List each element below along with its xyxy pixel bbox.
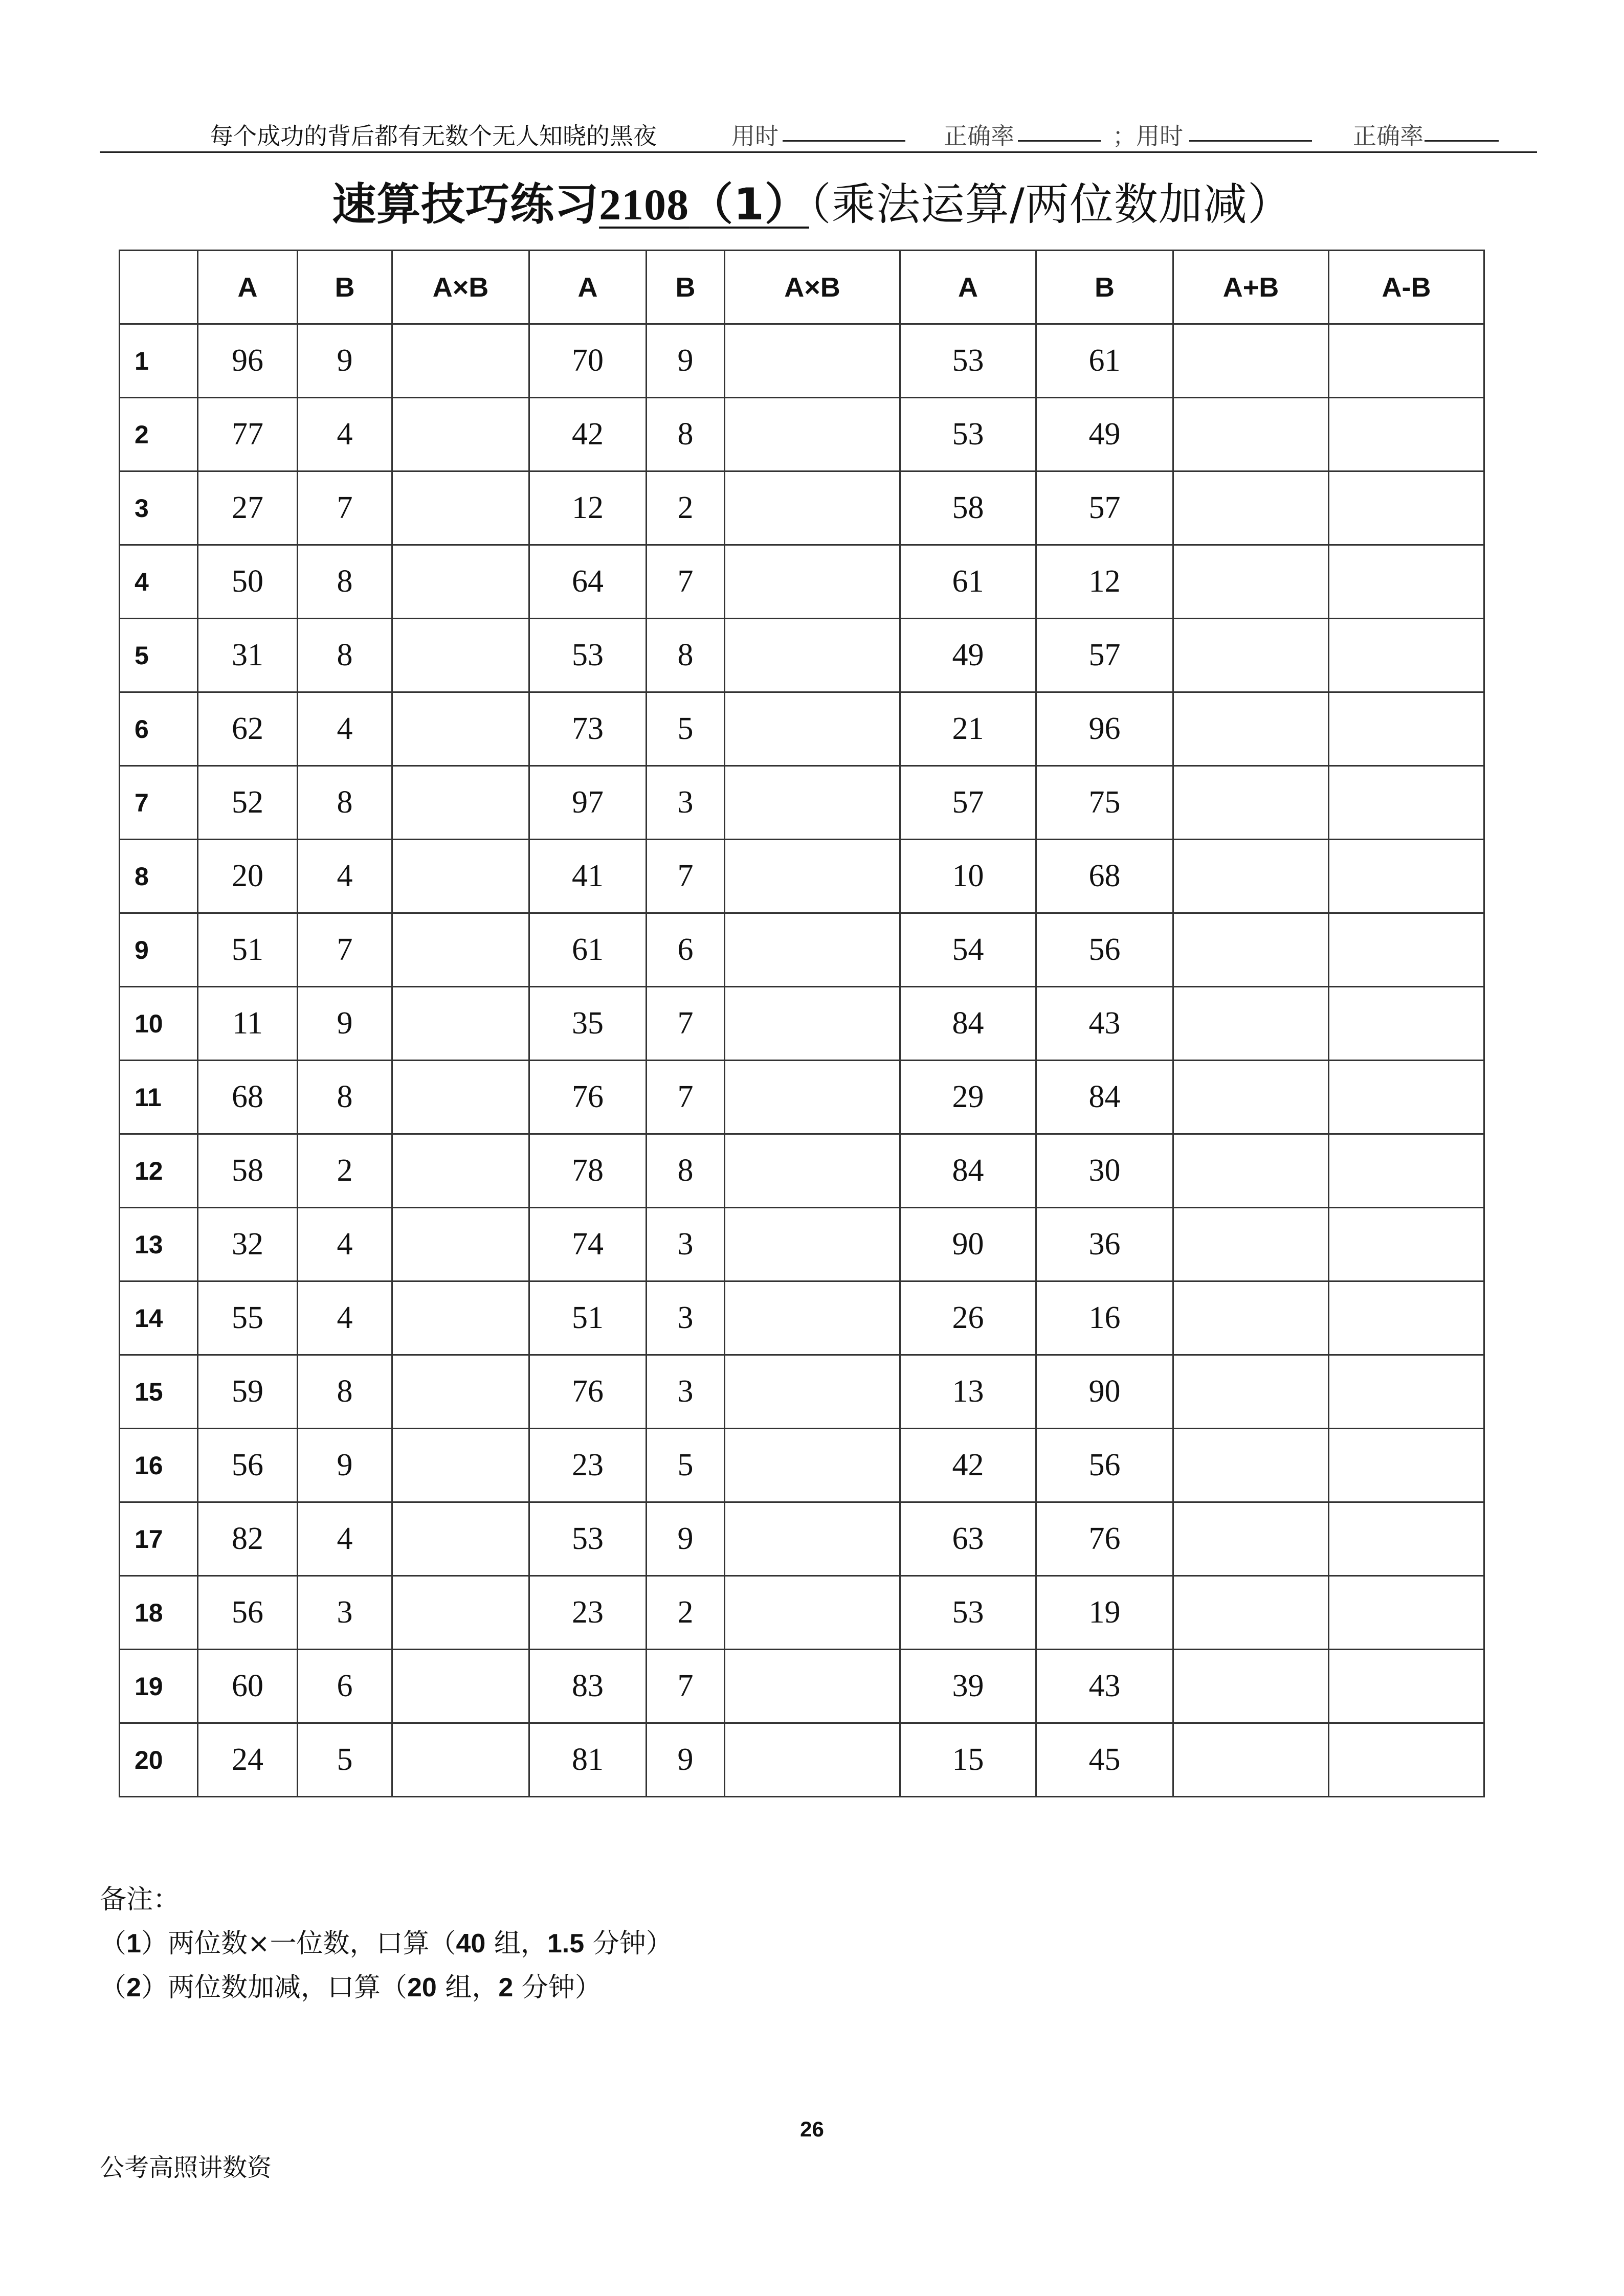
cell-b-3: 90 bbox=[1036, 1355, 1173, 1429]
row-number: 1 bbox=[120, 324, 198, 398]
row-number: 18 bbox=[120, 1576, 198, 1650]
answer-difference[interactable] bbox=[1329, 324, 1484, 398]
answer-product-2[interactable] bbox=[725, 324, 900, 398]
cell-a-1: 55 bbox=[198, 1281, 298, 1355]
cell-a-1: 77 bbox=[198, 398, 298, 471]
answer-product-1[interactable] bbox=[392, 1723, 529, 1797]
title-code: 2108 bbox=[599, 180, 689, 229]
answer-difference[interactable] bbox=[1329, 1061, 1484, 1134]
cell-b-1: 8 bbox=[298, 1355, 392, 1429]
answer-difference[interactable] bbox=[1329, 1429, 1484, 1502]
cell-b-1: 7 bbox=[298, 913, 392, 987]
cell-a-2: 73 bbox=[529, 692, 647, 766]
page-footer: 公考高照讲数资 bbox=[100, 2153, 272, 2182]
answer-product-2[interactable] bbox=[725, 471, 900, 545]
cell-b-2: 5 bbox=[647, 692, 725, 766]
answer-sum[interactable] bbox=[1173, 1502, 1329, 1576]
cell-a-3: 13 bbox=[900, 1355, 1036, 1429]
cell-b-3: 56 bbox=[1036, 1429, 1173, 1502]
cell-b-1: 4 bbox=[298, 692, 392, 766]
cell-b-3: 84 bbox=[1036, 1061, 1173, 1134]
answer-difference[interactable] bbox=[1329, 987, 1484, 1061]
cell-a-3: 53 bbox=[900, 1576, 1036, 1650]
table-row bbox=[120, 619, 1484, 692]
answer-product-1[interactable] bbox=[392, 471, 529, 545]
row-number: 12 bbox=[120, 1134, 198, 1208]
row-number: 4 bbox=[120, 545, 198, 619]
answer-difference[interactable] bbox=[1329, 766, 1484, 840]
answer-difference[interactable] bbox=[1329, 1723, 1484, 1797]
cell-a-2: 23 bbox=[529, 1576, 647, 1650]
cell-a-1: 52 bbox=[198, 766, 298, 840]
table-body bbox=[120, 324, 1484, 1797]
table-header-row bbox=[120, 251, 1484, 324]
cell-b-2: 7 bbox=[647, 1650, 725, 1723]
cell-a-2: 51 bbox=[529, 1281, 647, 1355]
answer-difference[interactable] bbox=[1329, 398, 1484, 471]
header-b-3: B bbox=[1036, 251, 1173, 324]
row-number: 16 bbox=[120, 1429, 198, 1502]
answer-difference[interactable] bbox=[1329, 1576, 1484, 1650]
cell-a-3: 10 bbox=[900, 840, 1036, 913]
answer-product-1[interactable] bbox=[392, 1650, 529, 1723]
accuracy-label-2: 正确率 bbox=[1353, 122, 1423, 150]
cell-b-1: 8 bbox=[298, 545, 392, 619]
cell-b-3: 75 bbox=[1036, 766, 1173, 840]
table-row bbox=[120, 692, 1484, 766]
cell-a-1: 62 bbox=[198, 692, 298, 766]
table-row bbox=[120, 545, 1484, 619]
answer-product-2[interactable] bbox=[725, 766, 900, 840]
page-title bbox=[0, 169, 1624, 232]
cell-b-1: 5 bbox=[298, 1723, 392, 1797]
answer-product-1[interactable] bbox=[392, 1281, 529, 1355]
cell-b-3: 57 bbox=[1036, 619, 1173, 692]
title-suffix: （乘法运算/两位数加减） bbox=[809, 179, 1292, 230]
answer-product-2[interactable] bbox=[725, 987, 900, 1061]
note-line-1 bbox=[100, 1922, 673, 1966]
cell-a-2: 41 bbox=[529, 840, 647, 913]
cell-a-2: 74 bbox=[529, 1208, 647, 1281]
header-index bbox=[120, 251, 198, 324]
row-number: 7 bbox=[120, 766, 198, 840]
header-product-1: A×B bbox=[392, 251, 529, 324]
answer-difference[interactable] bbox=[1329, 1208, 1484, 1281]
title-prefix: 速算技巧练习 bbox=[332, 179, 599, 230]
cell-a-1: 20 bbox=[198, 840, 298, 913]
row-number: 11 bbox=[120, 1061, 198, 1134]
answer-product-1[interactable] bbox=[392, 324, 529, 398]
cell-b-2: 8 bbox=[647, 398, 725, 471]
answer-product-2[interactable] bbox=[725, 840, 900, 913]
cell-a-2: 76 bbox=[529, 1061, 647, 1134]
table-row bbox=[120, 987, 1484, 1061]
answer-product-2[interactable] bbox=[725, 1281, 900, 1355]
table-row bbox=[120, 1723, 1484, 1797]
cell-b-3: 61 bbox=[1036, 324, 1173, 398]
header-b-2: B bbox=[647, 251, 725, 324]
table-row bbox=[120, 324, 1484, 398]
answer-product-2[interactable] bbox=[725, 1355, 900, 1429]
answer-difference[interactable] bbox=[1329, 1355, 1484, 1429]
answer-sum[interactable] bbox=[1173, 1429, 1329, 1502]
cell-b-2: 8 bbox=[647, 1134, 725, 1208]
answer-difference[interactable] bbox=[1329, 1134, 1484, 1208]
answer-product-1[interactable] bbox=[392, 1502, 529, 1576]
cell-a-1: 68 bbox=[198, 1061, 298, 1134]
cell-a-1: 59 bbox=[198, 1355, 298, 1429]
cell-a-2: 12 bbox=[529, 471, 647, 545]
answer-difference[interactable] bbox=[1329, 913, 1484, 987]
answer-sum[interactable] bbox=[1173, 324, 1329, 398]
cell-a-2: 81 bbox=[529, 1723, 647, 1797]
cell-b-3: 12 bbox=[1036, 545, 1173, 619]
cell-a-1: 96 bbox=[198, 324, 298, 398]
cell-a-3: 15 bbox=[900, 1723, 1036, 1797]
answer-difference[interactable] bbox=[1329, 1650, 1484, 1723]
row-number: 2 bbox=[120, 398, 198, 471]
cell-a-2: 53 bbox=[529, 1502, 647, 1576]
table-row bbox=[120, 471, 1484, 545]
header-difference: A-B bbox=[1329, 251, 1484, 324]
answer-product-2[interactable] bbox=[725, 1429, 900, 1502]
cell-a-3: 39 bbox=[900, 1650, 1036, 1723]
accuracy-field-1[interactable] bbox=[1018, 140, 1101, 142]
table-row bbox=[120, 1355, 1484, 1429]
page-header bbox=[100, 107, 1537, 153]
time-label-2: ；用时 bbox=[1113, 122, 1183, 150]
answer-sum[interactable] bbox=[1173, 1061, 1329, 1134]
table-row bbox=[120, 1061, 1484, 1134]
answer-sum[interactable] bbox=[1173, 545, 1329, 619]
note-count: 40 bbox=[456, 1929, 486, 1959]
row-number: 15 bbox=[120, 1355, 198, 1429]
accuracy-field-2[interactable] bbox=[1425, 140, 1499, 142]
answer-difference[interactable] bbox=[1329, 471, 1484, 545]
answer-product-1[interactable] bbox=[392, 1429, 529, 1502]
answer-product-2[interactable] bbox=[725, 1208, 900, 1281]
answer-product-1[interactable] bbox=[392, 840, 529, 913]
header-product-2: A×B bbox=[725, 251, 900, 324]
cell-a-3: 42 bbox=[900, 1429, 1036, 1502]
cell-a-3: 61 bbox=[900, 545, 1036, 619]
note-line-2 bbox=[100, 1966, 673, 2010]
table-row bbox=[120, 1429, 1484, 1502]
header-a-3: A bbox=[900, 251, 1036, 324]
cell-b-1: 4 bbox=[298, 1208, 392, 1281]
cell-b-3: 19 bbox=[1036, 1576, 1173, 1650]
answer-product-2[interactable] bbox=[725, 913, 900, 987]
cell-b-3: 76 bbox=[1036, 1502, 1173, 1576]
row-number: 19 bbox=[120, 1650, 198, 1723]
answer-sum[interactable] bbox=[1173, 1723, 1329, 1797]
cell-b-3: 45 bbox=[1036, 1723, 1173, 1797]
note-number: 1 bbox=[126, 1929, 141, 1959]
cell-a-2: 70 bbox=[529, 324, 647, 398]
answer-product-1[interactable] bbox=[392, 398, 529, 471]
answer-difference[interactable] bbox=[1329, 1502, 1484, 1576]
cell-a-1: 56 bbox=[198, 1576, 298, 1650]
cell-b-2: 2 bbox=[647, 471, 725, 545]
row-number: 17 bbox=[120, 1502, 198, 1576]
note-time: 2 bbox=[498, 1973, 514, 2002]
row-number: 20 bbox=[120, 1723, 198, 1797]
answer-product-2[interactable] bbox=[725, 1502, 900, 1576]
table-row bbox=[120, 840, 1484, 913]
cell-a-2: 53 bbox=[529, 619, 647, 692]
header-sum: A+B bbox=[1173, 251, 1329, 324]
answer-product-2[interactable] bbox=[725, 692, 900, 766]
cell-a-2: 97 bbox=[529, 766, 647, 840]
note-text: 组， bbox=[485, 1928, 547, 1959]
cell-a-2: 64 bbox=[529, 545, 647, 619]
cell-b-2: 3 bbox=[647, 1208, 725, 1281]
cell-a-3: 90 bbox=[900, 1208, 1036, 1281]
cell-b-2: 3 bbox=[647, 1281, 725, 1355]
note-count: 20 bbox=[407, 1973, 437, 2002]
answer-sum[interactable] bbox=[1173, 913, 1329, 987]
time-label-1: 用时 bbox=[731, 122, 778, 150]
cell-a-3: 53 bbox=[900, 324, 1036, 398]
cell-a-1: 82 bbox=[198, 1502, 298, 1576]
cell-a-3: 26 bbox=[900, 1281, 1036, 1355]
row-number: 6 bbox=[120, 692, 198, 766]
cell-b-3: 49 bbox=[1036, 398, 1173, 471]
cell-a-1: 58 bbox=[198, 1134, 298, 1208]
answer-sum[interactable] bbox=[1173, 766, 1329, 840]
table-row bbox=[120, 1576, 1484, 1650]
note-text: （ bbox=[100, 1928, 127, 1959]
header-a-2: A bbox=[529, 251, 647, 324]
row-number: 5 bbox=[120, 619, 198, 692]
row-number: 10 bbox=[120, 987, 198, 1061]
note-text: 分钟） bbox=[513, 1972, 602, 2003]
header-b-1: B bbox=[298, 251, 392, 324]
answer-difference[interactable] bbox=[1329, 692, 1484, 766]
note-number: 2 bbox=[126, 1973, 141, 2002]
cell-b-1: 3 bbox=[298, 1576, 392, 1650]
cell-b-2: 7 bbox=[647, 1061, 725, 1134]
cell-a-1: 50 bbox=[198, 545, 298, 619]
page-number: 26 bbox=[800, 2117, 824, 2141]
table-row bbox=[120, 1134, 1484, 1208]
cell-b-3: 43 bbox=[1036, 987, 1173, 1061]
cell-a-3: 21 bbox=[900, 692, 1036, 766]
answer-sum[interactable] bbox=[1173, 619, 1329, 692]
accuracy-label-1: 正确率 bbox=[944, 122, 1014, 150]
cell-a-1: 56 bbox=[198, 1429, 298, 1502]
answer-difference[interactable] bbox=[1329, 545, 1484, 619]
answer-product-2[interactable] bbox=[725, 619, 900, 692]
cell-a-2: 23 bbox=[529, 1429, 647, 1502]
row-number: 3 bbox=[120, 471, 198, 545]
practice-table bbox=[119, 250, 1485, 1797]
cell-b-1: 9 bbox=[298, 1429, 392, 1502]
cell-b-3: 16 bbox=[1036, 1281, 1173, 1355]
cell-a-3: 29 bbox=[900, 1061, 1036, 1134]
answer-sum[interactable] bbox=[1173, 1576, 1329, 1650]
cell-b-1: 2 bbox=[298, 1134, 392, 1208]
answer-sum[interactable] bbox=[1173, 987, 1329, 1061]
cell-b-2: 7 bbox=[647, 545, 725, 619]
cell-a-3: 84 bbox=[900, 1134, 1036, 1208]
cell-b-1: 4 bbox=[298, 398, 392, 471]
cell-b-2: 6 bbox=[647, 913, 725, 987]
cell-b-1: 4 bbox=[298, 1502, 392, 1576]
answer-product-1[interactable] bbox=[392, 1061, 529, 1134]
cell-b-1: 7 bbox=[298, 471, 392, 545]
answer-product-1[interactable] bbox=[392, 619, 529, 692]
row-number: 13 bbox=[120, 1208, 198, 1281]
cell-a-3: 57 bbox=[900, 766, 1036, 840]
answer-product-2[interactable] bbox=[725, 1061, 900, 1134]
table-row bbox=[120, 766, 1484, 840]
cell-b-1: 8 bbox=[298, 619, 392, 692]
cell-a-2: 83 bbox=[529, 1650, 647, 1723]
row-number: 8 bbox=[120, 840, 198, 913]
note-text: （ bbox=[100, 1972, 127, 2003]
answer-product-1[interactable] bbox=[392, 692, 529, 766]
table-row bbox=[120, 1281, 1484, 1355]
header-motto: 每个成功的背后都有无数个无人知晓的黑夜 bbox=[210, 122, 657, 150]
note-text: ）两位数加减，口算（ bbox=[141, 1972, 407, 2003]
notes-heading: 备注： bbox=[100, 1884, 180, 1915]
cell-a-3: 58 bbox=[900, 471, 1036, 545]
cell-a-1: 60 bbox=[198, 1650, 298, 1723]
answer-difference[interactable] bbox=[1329, 1281, 1484, 1355]
answer-product-2[interactable] bbox=[725, 1576, 900, 1650]
cell-b-2: 9 bbox=[647, 1502, 725, 1576]
cell-b-3: 30 bbox=[1036, 1134, 1173, 1208]
note-text: 分钟） bbox=[584, 1928, 673, 1959]
answer-sum[interactable] bbox=[1173, 1650, 1329, 1723]
cell-b-3: 56 bbox=[1036, 913, 1173, 987]
time-field-1[interactable] bbox=[783, 140, 905, 142]
row-number: 9 bbox=[120, 913, 198, 987]
cell-a-1: 27 bbox=[198, 471, 298, 545]
cell-b-2: 3 bbox=[647, 766, 725, 840]
header-a-1: A bbox=[198, 251, 298, 324]
answer-difference[interactable] bbox=[1329, 840, 1484, 913]
cell-b-2: 2 bbox=[647, 1576, 725, 1650]
cell-a-3: 49 bbox=[900, 619, 1036, 692]
cell-b-2: 7 bbox=[647, 840, 725, 913]
answer-product-1[interactable] bbox=[392, 766, 529, 840]
answer-difference[interactable] bbox=[1329, 619, 1484, 692]
note-text: 组， bbox=[436, 1972, 499, 2003]
cell-b-1: 4 bbox=[298, 840, 392, 913]
cell-b-3: 68 bbox=[1036, 840, 1173, 913]
answer-product-2[interactable] bbox=[725, 1134, 900, 1208]
answer-product-1[interactable] bbox=[392, 1208, 529, 1281]
cell-b-1: 4 bbox=[298, 1281, 392, 1355]
answer-sum[interactable] bbox=[1173, 1208, 1329, 1281]
answer-sum[interactable] bbox=[1173, 1355, 1329, 1429]
title-part: （1） bbox=[689, 179, 809, 230]
cell-a-3: 63 bbox=[900, 1502, 1036, 1576]
answer-sum[interactable] bbox=[1173, 692, 1329, 766]
cell-a-1: 32 bbox=[198, 1208, 298, 1281]
cell-b-2: 3 bbox=[647, 1355, 725, 1429]
answer-product-2[interactable] bbox=[725, 398, 900, 471]
cell-a-1: 31 bbox=[198, 619, 298, 692]
cell-a-1: 51 bbox=[198, 913, 298, 987]
cell-b-1: 9 bbox=[298, 324, 392, 398]
cell-b-3: 43 bbox=[1036, 1650, 1173, 1723]
answer-sum[interactable] bbox=[1173, 840, 1329, 913]
answer-product-1[interactable] bbox=[392, 1134, 529, 1208]
cell-a-1: 11 bbox=[198, 987, 298, 1061]
cell-a-3: 53 bbox=[900, 398, 1036, 471]
table-row bbox=[120, 1650, 1484, 1723]
table-row bbox=[120, 398, 1484, 471]
cell-a-1: 24 bbox=[198, 1723, 298, 1797]
answer-product-1[interactable] bbox=[392, 1576, 529, 1650]
cell-b-1: 9 bbox=[298, 987, 392, 1061]
cell-b-3: 36 bbox=[1036, 1208, 1173, 1281]
notes bbox=[100, 1878, 673, 2010]
note-time: 1.5 bbox=[547, 1929, 585, 1959]
note-text: ）两位数×一位数，口算（ bbox=[141, 1928, 456, 1959]
cell-a-2: 61 bbox=[529, 913, 647, 987]
answer-product-1[interactable] bbox=[392, 987, 529, 1061]
cell-a-2: 42 bbox=[529, 398, 647, 471]
answer-product-1[interactable] bbox=[392, 545, 529, 619]
answer-product-2[interactable] bbox=[725, 1650, 900, 1723]
table-row bbox=[120, 913, 1484, 987]
cell-a-2: 76 bbox=[529, 1355, 647, 1429]
cell-a-2: 78 bbox=[529, 1134, 647, 1208]
answer-sum[interactable] bbox=[1173, 1281, 1329, 1355]
cell-a-2: 35 bbox=[529, 987, 647, 1061]
row-number: 14 bbox=[120, 1281, 198, 1355]
cell-b-3: 57 bbox=[1036, 471, 1173, 545]
answer-sum[interactable] bbox=[1173, 471, 1329, 545]
answer-sum[interactable] bbox=[1173, 1134, 1329, 1208]
cell-b-1: 8 bbox=[298, 766, 392, 840]
answer-product-1[interactable] bbox=[392, 913, 529, 987]
time-field-2[interactable] bbox=[1189, 140, 1312, 142]
answer-product-2[interactable] bbox=[725, 545, 900, 619]
cell-b-2: 9 bbox=[647, 324, 725, 398]
cell-b-2: 9 bbox=[647, 1723, 725, 1797]
table-row bbox=[120, 1208, 1484, 1281]
cell-b-1: 8 bbox=[298, 1061, 392, 1134]
answer-sum[interactable] bbox=[1173, 398, 1329, 471]
cell-b-2: 5 bbox=[647, 1429, 725, 1502]
cell-b-2: 8 bbox=[647, 619, 725, 692]
cell-b-3: 96 bbox=[1036, 692, 1173, 766]
table-row bbox=[120, 1502, 1484, 1576]
answer-product-1[interactable] bbox=[392, 1355, 529, 1429]
cell-a-3: 54 bbox=[900, 913, 1036, 987]
cell-b-1: 6 bbox=[298, 1650, 392, 1723]
answer-product-2[interactable] bbox=[725, 1723, 900, 1797]
cell-b-2: 7 bbox=[647, 987, 725, 1061]
cell-a-3: 84 bbox=[900, 987, 1036, 1061]
